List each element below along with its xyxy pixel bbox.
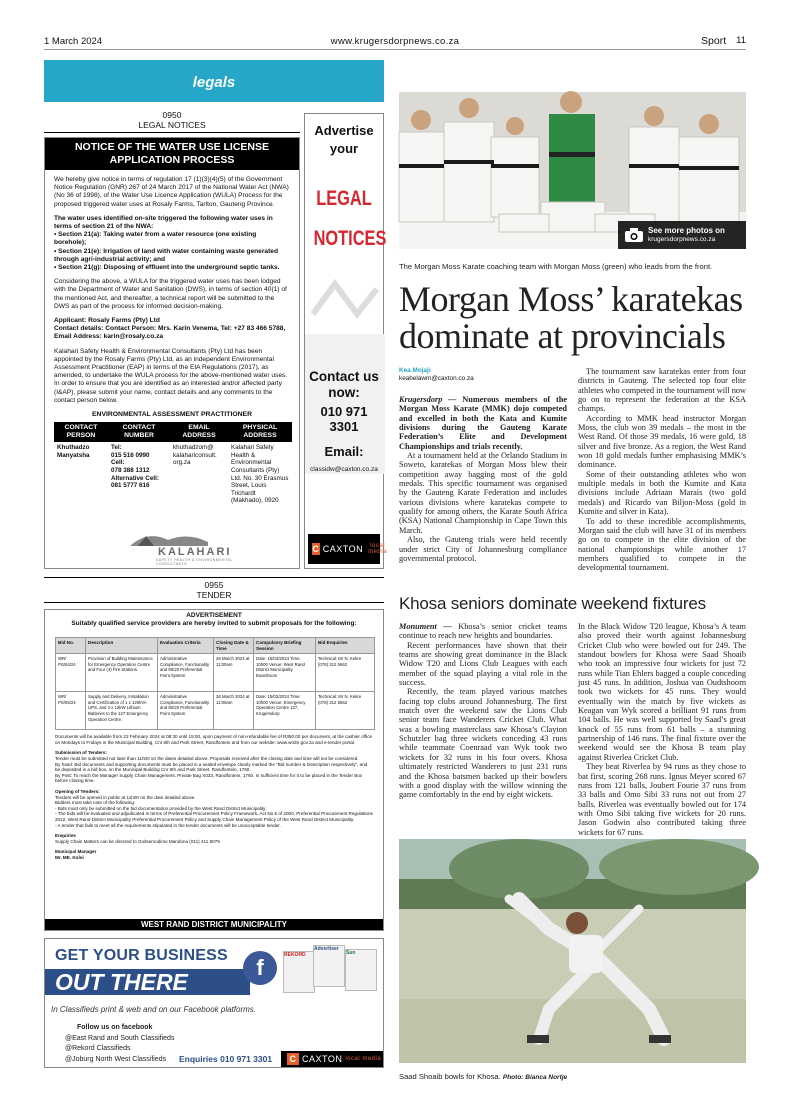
table-header: Evaluation Criteria: [158, 638, 214, 654]
kalahari-logo-icon: [128, 528, 248, 548]
story-paragraph: In the Black Widow T20 league, Khosa’s A team also proved their worth against Johannesburg Cricket Club who were bowled out for 249. The standout bowlers for Khosa were Saad Shoaib who took an impressive four wickets for just 72 runs while Tian Ehlers bagged a couple conceding just 45 runs. In addition, Joshua van Oudtshoorn took two wickets for 45 runs. They would eventually win the match by five wickets as Keagan van Wyk scored a brilliant 91 runs from 104 balls. He was well supported by Saad’s great knock of 55 runs from 61 balls – a stunning partnership of 146 runs. The final fixture over the weekend would see the Khosa B team play against Riverlea Cricket Club.: [578, 622, 746, 762]
tender-footer: WEST RAND DISTRICT MUNICIPALITY: [45, 919, 383, 930]
table-header: Description: [86, 638, 158, 654]
legal-notices-heading: [44, 110, 300, 130]
table-header: CONTACT NUMBER: [108, 422, 170, 442]
tender-heading: [44, 580, 384, 600]
newspaper-collage: [283, 945, 381, 1037]
photo-credit: Photo: Bianca Nortje: [502, 1074, 568, 1081]
ad-phone[interactable]: 010 971 3301: [320, 404, 368, 434]
caxton-logo-box: [308, 534, 388, 564]
site-url[interactable]: www.krugersdorpnews.co.za: [330, 35, 460, 47]
kalahari-logo-subtext: SAFETY HEALTH & ENVIRONMENTAL CONSULTANTS: [156, 558, 233, 566]
story-paragraph: Also, the Gauteng trials were held recently under strict City of Johannesburg compliance governmental protocol.: [399, 535, 567, 563]
cricket-bowler-illustration: [399, 839, 746, 1063]
table-cell: Administrative Compliance, Functionality and 80/20 Preferential Point System: [158, 692, 214, 730]
ad-email-label: Email:: [324, 444, 364, 459]
caxton-logo-icon: C: [312, 544, 320, 554]
water-license-notice: [44, 137, 300, 569]
tender-text: Documents will be available from 23 February 2024 at 08:30 until 15:00, upon payment of non-refundable fee of R350.00 per document, at the cashier office on Mondays to Fridays in the Municipal Building, Cnr 6th and Park Street, Randfontein and from our website: www.wrdm.gov.za and e-tender portal.: [55, 734, 373, 745]
table-cell: Administrative Compliance, Functionality and 80/20 Preferential Point System: [158, 654, 214, 692]
newspaper-thumb: Advertiser: [313, 945, 345, 987]
contact-number: Tel: 015 516 0990 Cell: 078 388 1312 Alternative Cell: 081 5777 616: [111, 444, 159, 490]
caxton-logo-subtext: local media: [368, 543, 388, 555]
tender-subhead: Opening of Tenders:: [55, 788, 100, 794]
table-cell: Supply and Delivery, Installation and Certification of 1 x 120kVA UPS, and 3 x 12kW Lithium Batteries to the 127 Emergency Operation Centre.: [86, 692, 158, 730]
tender-adv-subtitle: Suitably qualified service providers are hereby invited to submit proposals for the following:: [71, 620, 357, 627]
section-title: LEGAL NOTICES: [138, 120, 206, 130]
story-headline: Khosa seniors dominate weekend fixtures: [399, 594, 706, 613]
section-name: Sport: [701, 35, 727, 47]
ad-headline-banner: OUT THERE: [45, 969, 250, 995]
story-paragraph: The tournament saw karatekas enter from four districts in Gauteng. The selected top four elite athletes who competed in the tournament will now go on to represent the federation at the KSA champs.: [578, 367, 746, 414]
photo-caption: [399, 1072, 567, 1081]
water-use-item: • Section 21(a): Taking water from a water resource (one existing borehole);: [54, 231, 257, 247]
table-cell: Technical: Mr N. Kekre (078) 312 5662: [316, 692, 375, 730]
contact-person: Khuthadzo Manyatsha: [57, 444, 90, 459]
story-column-2: [578, 367, 746, 573]
tender-text: Supply Chain Matters can be directed to Goitsemodimo Mandona (011) 411 5079: [55, 838, 220, 844]
story-lead: Numerous members of the Morgan Moss Karate (MMK) dojo competed and excelled in both the Kata and Kumite divisions during the Gauteng Karate Federation’s Elite and Development Championships and trials recently.: [399, 395, 568, 451]
municipal-manager: Mr. ME. Koloi: [55, 854, 84, 860]
camera-icon: [624, 227, 644, 243]
contact-email[interactable]: khuthadzom@ kalahariconsult. org.za: [173, 444, 217, 467]
story-paragraph: To add to these incredible accomplishments, Morgan said the club will have 31 of its members go on to compete in the elite division of the national championships while another 17 members qualified to compete in the developmental tournament.: [578, 516, 746, 573]
table-cell: Date: 15/03/2024 Time: 10h00 Venue: West Rand District Municipality Boardroom: [254, 654, 316, 692]
table-cell: Provision of Building Maintenance for Emergency Operation Centre and Four (4) Fire Stations.: [86, 654, 158, 692]
caxton-logo-icon: C: [287, 1053, 299, 1065]
table-header: Compulsory Briefing Session: [254, 638, 316, 654]
table-header: CONTACT PERSON: [54, 422, 108, 442]
ad-enquiries-phone[interactable]: Enquiries 010 971 3301: [179, 1054, 273, 1064]
contact-address: Kalahari Safety Health & Environmental Consultants (Pty) Ltd. No. 30 Erasmus Street, Louis Trichardt (Makhado), 0920: [231, 444, 289, 505]
page-header: [44, 34, 746, 48]
ad-headline: GET YOUR BUSINESS: [55, 947, 228, 964]
byline: [399, 367, 474, 383]
karate-team-photo[interactable]: [399, 92, 746, 249]
notice-para: Kalahari Safety Health & Environmental Consultants (Pty) Ltd has been appointed by the Rosaly Farms (Pty) Ltd, as an independent Environmental Assessment Practitioner (EAP) in terms of the EIA Regulations (2017), as amended, to undertake the WULA process for the above-mentioned water uses. In order to ensure that you are identified as an interested and/or affected party (I&AP), please submit your name, contact details and any comments to the contact person below.: [54, 347, 288, 404]
story-paragraph: Some of their outstanding athletes who won multiple medals in both the Kumite and Kata divisions include Adriaan Marais (two gold medals) and Ricardo van Biljon-Moss (gold in Kumite and silver in Kata).: [578, 469, 746, 517]
facebook-page-link[interactable]: @East Rand and South Classifieds: [65, 1034, 175, 1042]
table-header: EMAIL ADDRESS: [170, 422, 228, 442]
caxton-logo-text: CAXTON: [302, 1054, 343, 1064]
ad-headline: LEGAL NOTICES: [313, 187, 387, 250]
caxton-logo-subtext: local media: [345, 1056, 382, 1062]
table-cell: Date: 15/03/2024 Time: 10h00 Venue: Emergency Operation Centre 127, Krugersdorp: [254, 692, 316, 730]
table-header: Bid Enquiries: [316, 638, 375, 654]
section-title: TENDER: [196, 590, 232, 600]
ad-email[interactable]: classidw@caxton.co.za: [310, 466, 378, 473]
tender-text: - Bids must only be submitted on the bid documentation provided by the West Rand District Municipality.: [55, 805, 267, 811]
story-paragraph: At a tournament held at the Orlando Stadium in Soweto, karatekas of Morgan Moss blew their competition away bagging most of the gold medals. This specific tournament was organised by the Gauteng Karate Federation and includes various divisions where karatekas compete to qualify for among others, the Karate South Africa (KSA) National Championship in Cape Town this March.: [399, 451, 567, 535]
cricket-bowler-photo[interactable]: [399, 839, 746, 1063]
table-cell: 26 March 2024 at 11:00am: [214, 654, 254, 692]
notice-para: Considering the above, a WULA for the triggered water uses has been lodged with the Department of Water and Sanitation (DWS), in terms of section 40(1) of the mentioned Act, and thereafter, a technical report will be submitted to the DWS as part of the process for informed decision-making.: [54, 278, 287, 310]
ad-line: Contact us now:: [309, 369, 379, 400]
photo-badge-text: See more photos on: [648, 226, 725, 235]
tender-table: [55, 637, 375, 730]
section-code: 0950: [162, 110, 182, 120]
author-email[interactable]: keabelawm@caxton.co.za: [399, 375, 474, 382]
tender-notice: [44, 609, 384, 931]
ad-line: Advertise your: [314, 123, 374, 156]
table-row: [56, 654, 375, 692]
issue-date: 1 March 2024: [44, 35, 103, 47]
facebook-icon[interactable]: f: [243, 951, 277, 985]
notice-title: NOTICE OF THE WATER USE LICENSE APPLICATION PROCESS: [45, 138, 299, 170]
photo-caption: The Morgan Moss Karate coaching team with Morgan Moss (green) who leads from the front.: [399, 262, 713, 271]
tender-text: By Post: To reach the Manager Supply Chain Management, Private Bag X033, Randfontein, 1760. In sufficient time for it to be placed in the Tender Box before closing time.: [55, 772, 363, 784]
divider: [44, 577, 384, 578]
water-use-item: • Section 21(e): Irrigation of land with water containing waste generated through agri-industrial activity; and: [54, 247, 278, 263]
practitioner-table: [54, 422, 292, 507]
story-headline: Morgan Moss’ karatekas dominate at provincials: [399, 279, 743, 356]
photo-badge[interactable]: [618, 221, 746, 249]
photo-badge-url: krugersdorpnews.co.za: [648, 236, 716, 243]
tender-text: Tenders will be opened in public at 11h00 on the date detailed above.: [55, 794, 196, 800]
tender-text: By hand: Bid documents and supporting documents must be placed in a sealed envelope clearly marked the "Bid number & Description respectively", and be deposited in a bid box, on the Municipal Building Cnr 6th and Park Street, Randfontein, 1760.: [55, 761, 368, 773]
table-header: PHYSICAL ADDRESS: [228, 422, 292, 442]
author-name: Kea Mojaji: [399, 367, 431, 374]
follow-label: Follow us on facebook: [77, 1024, 153, 1031]
facebook-classifieds-ad[interactable]: [44, 938, 384, 1068]
caption-text: Saad Shoaib bowls for Khosa.: [399, 1072, 501, 1081]
applicant-contact: Contact details: Contact Person: Mrs. Karin Venema, Tel: +27 83 466 5788, Email Address: karin@rosaly.co.za: [54, 325, 286, 341]
newspaper-thumb: REKORD: [283, 951, 315, 993]
newspaper-thumb: Sun: [345, 949, 377, 991]
page-number: 11: [736, 35, 746, 46]
tender-subhead: Submission of Tenders:: [55, 750, 107, 756]
story-paragraph: Recently, the team played various matches facing top clubs around Johannesburg. The first match over the weekend saw the Lions Club senior team face Wanderers Cricket Club. What was a bowling masterclass saw Khosa’s Clayton Schutzler bag three wickets conceding 43 runs while teammate Coenraad van Wyk took two wickets for 32 runs in his four overs. Khosa ultimately restricted Wanderers to just 231 runs and the Khosa batsmen backed up their bowlers with a good display with the willow winning the game comfortably in the end by eight wickets.: [399, 687, 567, 800]
kalahari-logo: [128, 528, 248, 566]
caxton-logo-text: CAXTON: [322, 544, 364, 554]
advertise-legal-notices-ad[interactable]: [304, 113, 388, 569]
tender-adv-title: ADVERTISEMENT: [186, 612, 242, 619]
table-header: Closing Date & Time: [214, 638, 254, 654]
divider: [44, 602, 384, 603]
tender-text: Tender must be submitted not later than 11h00 on the dates detailed above. Proposals received after the closing date and time will not be considered.: [55, 755, 359, 761]
table-cell: WR/ PS/05/24: [56, 692, 86, 730]
story-column-1: [399, 622, 567, 800]
water-use-item: • Section 21(g): Disposing of effluent into the underground septic tanks.: [54, 264, 280, 272]
ad-tagline: In Classifieds print & web and on our Facebook platforms.: [51, 1005, 256, 1014]
table-row: [56, 692, 375, 730]
table-cell: 26 March 2024 at 11:00am: [214, 692, 254, 730]
notice-para: We hereby give notice in terms of regulation 17 (1)(3)(4)(5) of the Government Notice Regulation (GNR) 267 of 24 March 2017 of the National Water Act (NWA) (No 36 of 1998), of the Water Use Licence Application (WULA) Process for the proposed triggered water uses at Rosaly Farms, Tarlton, Gauteng Province.: [54, 176, 289, 208]
story-column-1: [399, 395, 567, 563]
dateline: Monument —: [399, 622, 452, 631]
header-rule: [44, 49, 746, 50]
facebook-page-link[interactable]: @Joburg North West Classifieds: [65, 1055, 167, 1063]
story-paragraph: They beat Riverlea by 94 runs as they chose to bat first, scoring 268 runs. Ignus Meyer scored 67 runs from 121 balls, Joubert Fourie 37 runs from 33 balls and Omo Sibi 33 runs not out from 27 balls. Riverlea was eventually bowled out for 174 with Omo Sibi taking five wickets for 20 runs. Jason Godwin also contributed taking three wickets for 67 runs.: [578, 762, 746, 837]
legals-banner: [44, 60, 384, 102]
story-column-2: [578, 622, 746, 837]
practitioner-title: ENVIRONMENTAL ASSESSMENT PRACTITIONER: [92, 411, 252, 419]
kalahari-logo-text: KALAHARI: [158, 546, 232, 558]
table-cell: WR/ PS/04/24: [56, 654, 86, 692]
divider: [44, 132, 300, 133]
dateline: Krugersdorp —: [399, 395, 457, 404]
legals-banner-title: legals: [192, 74, 236, 91]
caxton-logo-box: [281, 1051, 383, 1067]
notice-subhead: The water uses identified on-site triggered the following water uses in terms of section 21 of the NWA:: [54, 214, 273, 231]
tender-subhead: Municipal Manager: [55, 849, 97, 855]
applicant-line: Applicant: Rosaly Farms (Pty) Ltd: [54, 317, 160, 325]
tender-text: - The bids will be evaluated and adjudicated in terms of Preferential Procurement Policy Framework, Act No 5 of 2000, Preferential Procurement Regulations 2022, West Rand District Municipality Preferential Procurement Policy and Supply Chain Management Policy of the West Rand District Municipality.: [55, 811, 373, 822]
table-cell: Technical: Mr N. Kekre (078) 312 5662: [316, 654, 375, 692]
section-code: 0955: [204, 580, 224, 590]
story-paragraph: Khosa’s senior cricket teams continue to reach new heights and boundaries.: [399, 622, 567, 641]
facebook-page-link[interactable]: @Rekord Classifieds: [65, 1045, 131, 1052]
tender-subhead: Enquiries: [55, 833, 76, 839]
tender-text: Bidders must take note of the following:: [55, 800, 136, 806]
story-paragraph: According to MMK head instructor Morgan Moss, the club won 39 medals – the most in the West Rand. Of those 39 medals, 16 were gold, 18 silver and five bronze. As a region, the West Rand won 18 gold medals further emphasising MMK’s dominance.: [578, 413, 746, 470]
story-paragraph: Recent performances have shown that their teams are showing great dominance in the Black Widow T20 and Lions Club Leagues with each member of the squad playing a vital role in the success.: [399, 640, 567, 688]
tender-text: - A tender that fails to meet all the requirements stipulated in the tender documents will be unacceptable tender.: [55, 822, 281, 828]
table-header: Bid No.: [56, 638, 86, 654]
